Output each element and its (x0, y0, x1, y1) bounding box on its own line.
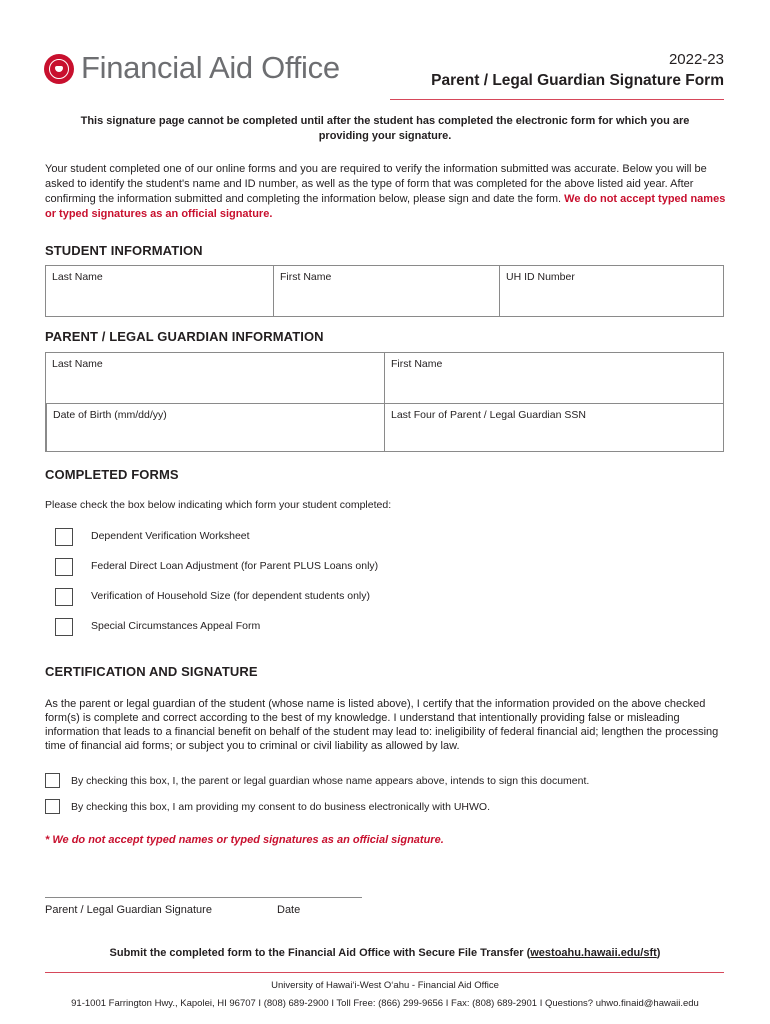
student-last-name-field[interactable]: Last Name (52, 271, 103, 283)
checkbox-special-circumstances[interactable] (55, 618, 73, 636)
certification-text: As the parent or legal guardian of the student (whose name is listed above), I certify that the information provided on the above checked form(s) is complete and correct according to the best of my knowledge. I understand that intentionally providing false or misleading information that leads to a financial benefit on behalf of the student may lead to: ineligibility of federal financial aid; lengthen the processing time of financial aid forms; or subject you to criminal or civil liability as allowed by law. (45, 698, 719, 752)
option-label: Special Circumstances Appeal Form (91, 620, 261, 632)
student-uh-id-field[interactable]: UH ID Number (499, 266, 723, 316)
intro-text: Your student completed one of our online forms and you are required to verify the information submitted was accurate. Below you will be asked to identify the student's name and ID number, as well as the type of form that was completed for the above listed aid year. After confirming the information submitted and completing the information below, please sign and date the form. (45, 163, 707, 205)
option-label: Dependent Verification Worksheet (91, 530, 250, 542)
completed-forms-instruction: Please check the box below indicating which form your student completed: (45, 499, 392, 511)
signature-disclaimer: * We do not accept typed names or typed signatures as an official signature. (45, 834, 444, 846)
parent-first-name-field[interactable]: First Name (384, 353, 723, 403)
intro-warning: We do not accept typed names or typed signatures as an official signature. (45, 193, 726, 220)
parent-last-name-field[interactable]: Last Name (52, 358, 103, 370)
footer-contact: 91-1001 Farrington Hwy., Kapolei, HI 96707 I (808) 689-2900 I Toll Free: (866) 299-9656 I Fax: (808) 689-2901 I Questions? uhwo.finaid@hawaii.edu (71, 998, 699, 1009)
logo-text: Financial Aid Office (81, 50, 340, 85)
check-label-sign: By checking this box, I, the parent or legal guardian whose name appears above, intends to sign this document. (71, 775, 590, 787)
footer-rule (45, 972, 724, 973)
check-label-consent: By checking this box, I am providing my consent to do business electronically with UHWO. (71, 801, 491, 813)
notice: This signature page cannot be completed until after the student has completed the electronic form for which you are providing your signature. (80, 115, 690, 142)
student-info-heading: STUDENT INFORMATION (45, 243, 203, 258)
aid-year: 2022-23 (668, 51, 724, 68)
completed-forms-heading: COMPLETED FORMS (45, 467, 179, 482)
intro-paragraph (45, 162, 730, 222)
checkbox-intend-to-sign[interactable] (45, 773, 60, 788)
date-label: Date (277, 904, 301, 916)
submit-instruction: Submit the completed form to the Financial Aid Office with Secure File Transfer (westoahu.hawaii.edu/sft) (109, 947, 661, 959)
uh-seal-logo (44, 54, 74, 84)
form-title: Parent / Legal Guardian Signature Form (431, 72, 724, 89)
option-label: Verification of Household Size (for dependent students only) (91, 590, 371, 602)
certification-heading: CERTIFICATION AND SIGNATURE (45, 664, 258, 679)
checkbox-direct-loan-adjustment[interactable] (55, 558, 73, 576)
footer-institution: University of Hawaiʻi-West Oʻahu - Financial Aid Office (271, 980, 499, 991)
signature-label: Parent / Legal Guardian Signature (45, 904, 212, 916)
option-label: Federal Direct Loan Adjustment (for Parent PLUS Loans only) (91, 560, 379, 572)
student-first-name-field[interactable]: First Name (273, 266, 499, 316)
title-rule (390, 99, 724, 100)
student-info-table (45, 265, 724, 317)
parent-info-table (45, 352, 724, 452)
sft-link[interactable]: westoahu.hawaii.edu/sft (530, 947, 657, 959)
checkbox-dependent-verification[interactable] (55, 528, 73, 546)
checkbox-electronic-consent[interactable] (45, 799, 60, 814)
parent-dob-field[interactable]: Date of Birth (mm/dd/yy) (46, 403, 384, 451)
signature-line[interactable] (45, 897, 362, 898)
parent-info-heading: PARENT / LEGAL GUARDIAN INFORMATION (45, 329, 324, 344)
checkbox-household-size[interactable] (55, 588, 73, 606)
parent-ssn-field[interactable]: Last Four of Parent / Legal Guardian SSN (384, 403, 723, 451)
